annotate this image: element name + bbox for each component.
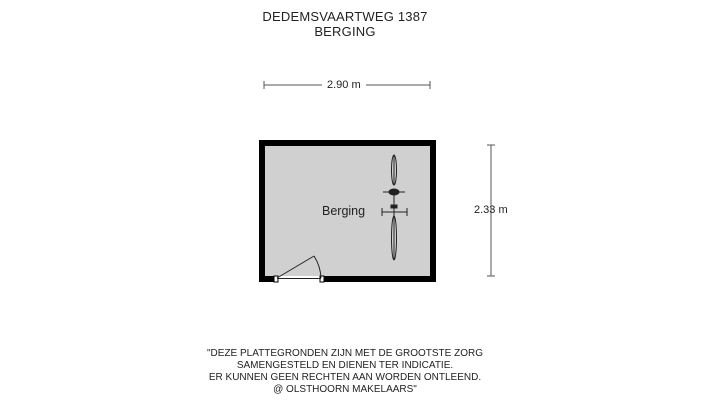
disclaimer-line: "DEZE PLATTEGRONDEN ZIJN MET DE GROOTSTE ZORG xyxy=(207,348,483,359)
disclaimer-line: ER KUNNEN GEEN RECHTEN AAN WORDEN ONTLEEND. xyxy=(208,372,482,383)
disclaimer-line: SAMENGESTELD EN DIENEN TER INDICATIE. xyxy=(236,360,454,371)
height-dimension-label: 2.33 m xyxy=(474,204,508,216)
room-label: Berging xyxy=(322,204,366,218)
address-title: DEDEMSVAARTWEG 1387 xyxy=(262,9,428,24)
room-title: BERGING xyxy=(314,24,376,39)
disclaimer-line: @ OLSTHOORN MAKELAARS" xyxy=(273,384,417,395)
width-dimension-label: 2.90 m xyxy=(327,79,361,91)
disclaimer xyxy=(170,348,520,396)
